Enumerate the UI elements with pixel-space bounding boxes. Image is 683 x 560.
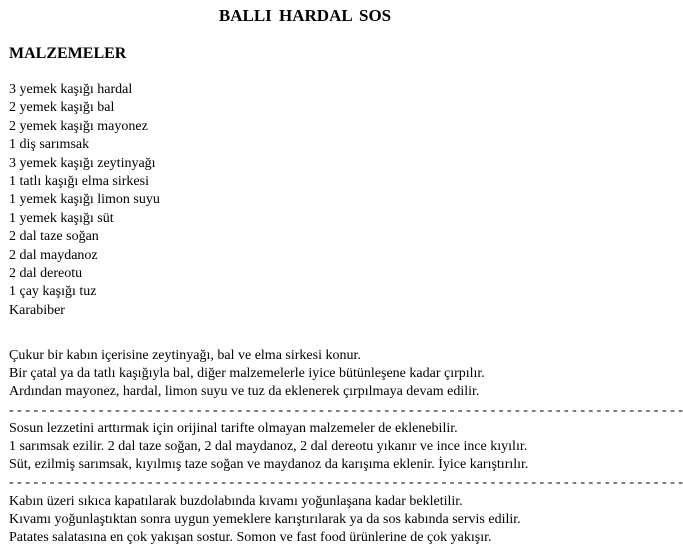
ingredient-item: 1 çay kaşığı tuz bbox=[9, 284, 97, 300]
dashed-divider: - - - - - - - - - - - - - - - - - - - - - - - - - - - - - - - - - - - - - - - - - - - - - - - - - - - - - - - - - - - - - - - - - - - - - - - - - - - - - - - - - - - bbox=[9, 475, 683, 491]
dashed-divider: - - - - - - - - - - - - - - - - - - - - - - - - - - - - - - - - - - - - - - - - - - - - - - - - - - - - - - - - - - - - - - - - - - - - - - - - - - - - - - - - - - - bbox=[9, 402, 683, 418]
instruction-line: Kabın üzeri sıkıca kapatılarak buzdolabında kıvamı yoğunlaşana kadar bekletilir. bbox=[9, 493, 463, 509]
ingredients-heading: MALZEMELER bbox=[9, 45, 127, 62]
ingredient-item: 2 yemek kaşığı bal bbox=[9, 100, 115, 116]
instruction-line: Bir çatal ya da tatlı kaşığıyla bal, diğer malzemelerle iyice bütünleşene kadar çırpılır. bbox=[9, 366, 485, 382]
instruction-line: Patates salatasına en çok yakışan sostur. Somon ve fast food ürünlerine de çok yakışır. bbox=[9, 529, 492, 545]
ingredient-item: 2 dal maydanoz bbox=[9, 247, 98, 263]
page-title: BALLI HARDAL SOS bbox=[218, 6, 392, 25]
ingredient-item: 1 tatlı kaşığı elma sirkesi bbox=[9, 173, 149, 189]
instructions-list bbox=[9, 347, 683, 547]
ingredient-item: 1 yemek kaşığı süt bbox=[9, 210, 114, 226]
ingredient-item: 3 yemek kaşığı hardal bbox=[9, 82, 133, 97]
instruction-line: 1 sarımsak ezilir. 2 dal taze soğan, 2 dal maydanoz, 2 dal dereotu yıkanır ve ince ince kıyılır. bbox=[9, 438, 528, 454]
instruction-line: Kıvamı yoğunlaştıktan sonra uygun yemeklere karıştırılarak ya da sos kabında servis edilir. bbox=[9, 511, 521, 527]
instruction-line: Süt, ezilmiş sarımsak, kıyılmış taze soğan ve maydanoz da karışıma eklenir. İyice karıştırılır. bbox=[9, 457, 529, 473]
instruction-line: Sosun lezzetini arttırmak için orijinal tarifte olmayan malzemeler de eklenebilir. bbox=[9, 420, 458, 436]
ingredient-item: 2 dal taze soğan bbox=[9, 229, 99, 245]
ingredient-item: 3 yemek kaşığı zeytinyağı bbox=[9, 155, 156, 171]
ingredient-item: 1 yemek kaşığı limon suyu bbox=[9, 192, 160, 208]
instruction-line: Çukur bir kabın içerisine zeytinyağı, bal ve elma sirkesi konur. bbox=[9, 348, 361, 363]
ingredient-item: 2 dal dereotu bbox=[9, 265, 83, 281]
ingredients-list bbox=[9, 81, 160, 320]
ingredient-item: 1 diş sarımsak bbox=[9, 137, 90, 153]
ingredient-item: Karabiber bbox=[9, 302, 65, 318]
ingredient-item: 2 yemek kaşığı mayonez bbox=[9, 118, 148, 134]
instruction-line: Ardından mayonez, hardal, limon suyu ve tuz da eklenerek çırpılmaya devam edilir. bbox=[9, 384, 480, 400]
